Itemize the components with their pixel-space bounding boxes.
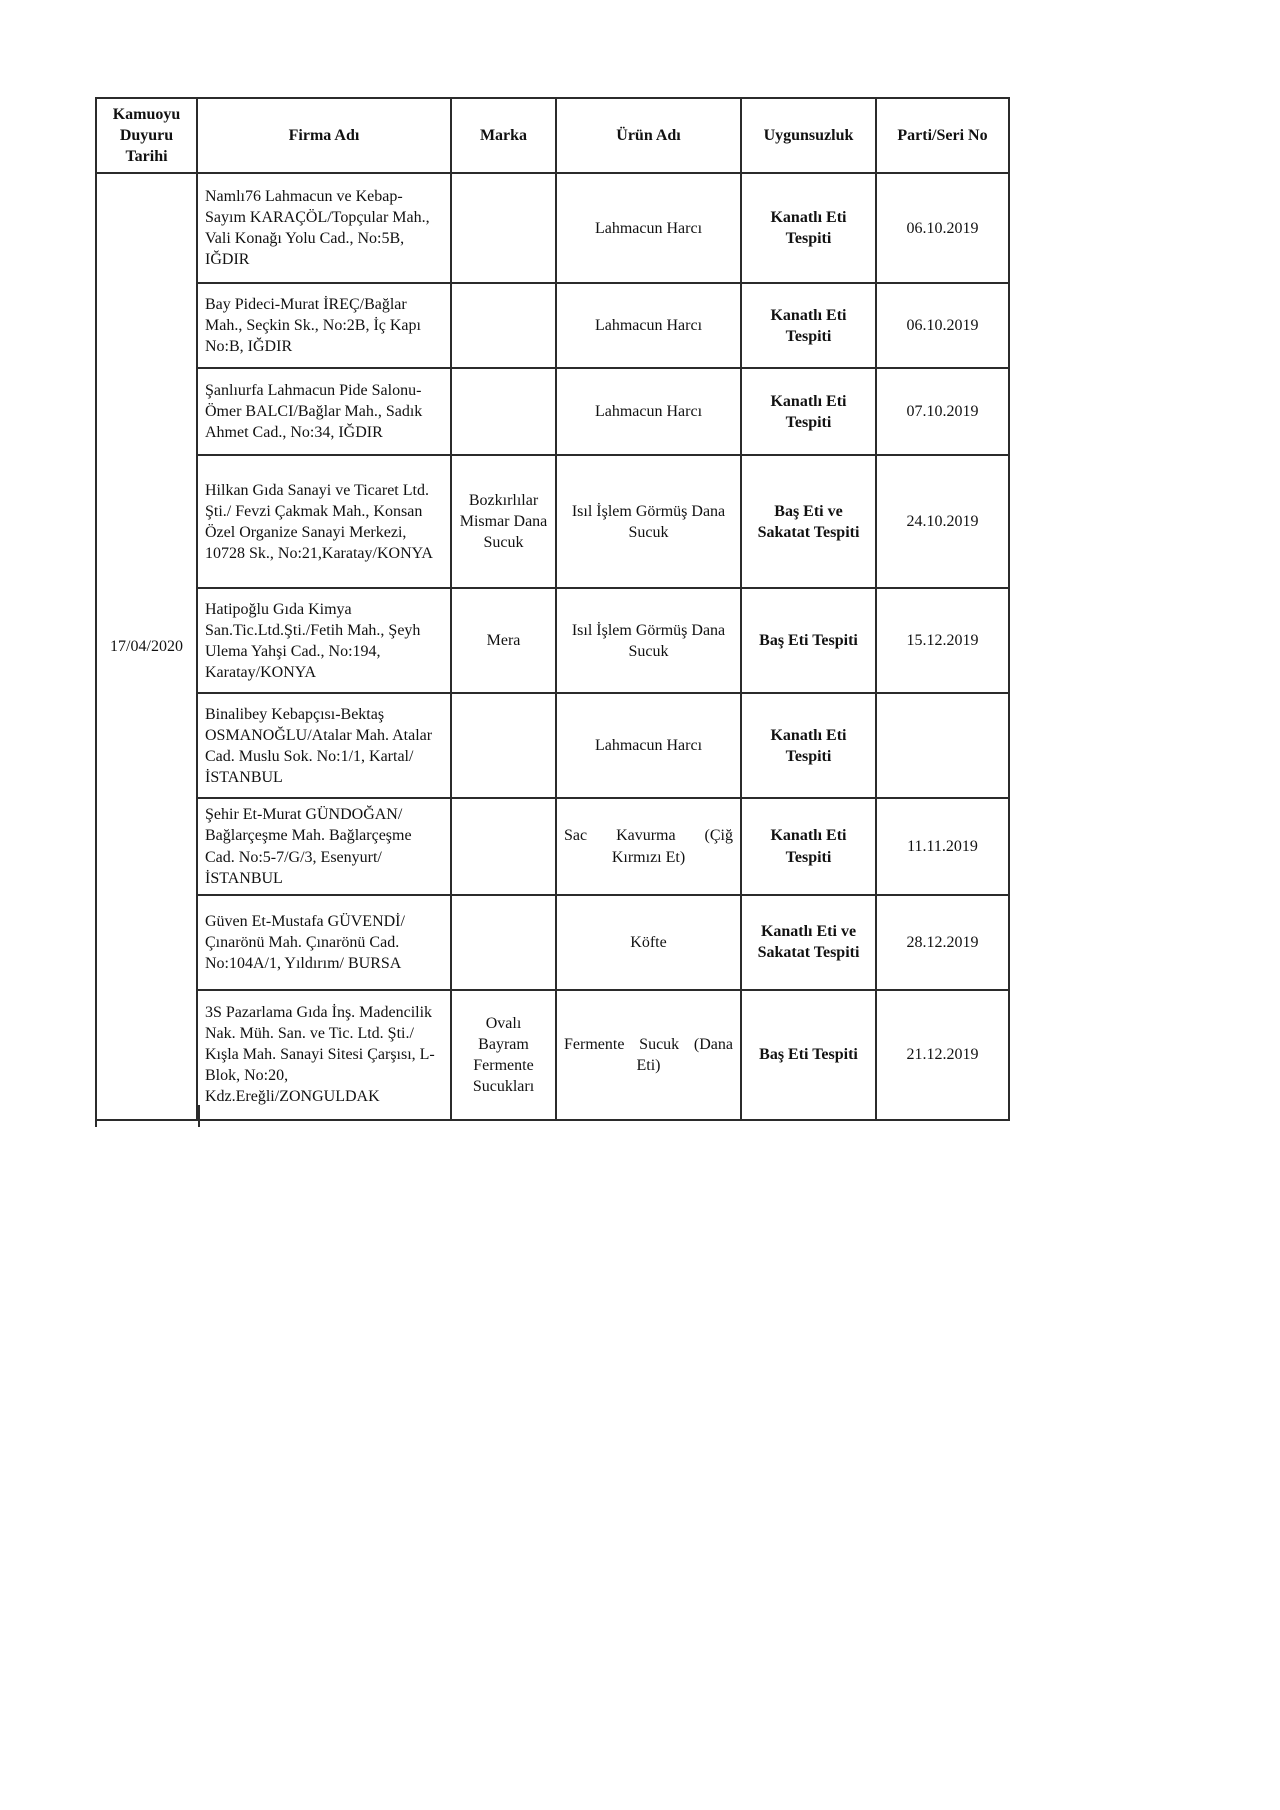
firma-adi-cell: Şehir Et-Murat GÜNDOĞAN/ Bağlarçeşme Mah. Bağlarçeşme Cad. No:5-7/G/3, Esenyurt/İSTANBUL xyxy=(197,798,451,894)
urun-adi-cell: Lahmacun Harcı xyxy=(556,368,741,455)
parti-seri-no-cell: 06.10.2019 xyxy=(876,173,1009,283)
table-row xyxy=(96,798,1009,894)
firma-adi-cell: Hatipoğlu Gıda Kimya San.Tic.Ltd.Şti./Fetih Mah., Şeyh Ulema Yahşi Cad., No:194, Karatay/KONYA xyxy=(197,588,451,693)
marka-cell xyxy=(451,173,556,283)
uygunsuzluk-cell: Baş Eti Tespiti xyxy=(741,588,876,693)
parti-seri-no-cell: 07.10.2019 xyxy=(876,368,1009,455)
table-row xyxy=(96,588,1009,693)
table-row xyxy=(96,173,1009,283)
table-row xyxy=(96,693,1009,798)
urun-adi-cell: Köfte xyxy=(556,895,741,990)
table-row xyxy=(96,283,1009,368)
parti-seri-no-cell: 21.12.2019 xyxy=(876,990,1009,1120)
column-header-1: Kamuoyu Duyuru Tarihi xyxy=(96,98,197,173)
uygunsuzluk-cell: Kanatlı Eti Tespiti xyxy=(741,173,876,283)
marka-cell xyxy=(451,895,556,990)
uygunsuzluk-cell: Baş Eti Tespiti xyxy=(741,990,876,1120)
table-row xyxy=(96,990,1009,1120)
firma-adi-cell: Hilkan Gıda Sanayi ve Ticaret Ltd. Şti./ Fevzi Çakmak Mah., Konsan Özel Organize Sanayi Merkezi, 10728 Sk., No:21,Karatay/KONYA xyxy=(197,455,451,588)
marka-cell xyxy=(451,693,556,798)
firma-adi-cell: Binalibey Kebapçısı-Bektaş OSMANOĞLU/Atalar Mah. Atalar Cad. Muslu Sok. No:1/1, Kartal/İSTANBUL xyxy=(197,693,451,798)
table-left-column-tail xyxy=(95,1105,200,1127)
marka-cell xyxy=(451,283,556,368)
firma-adi-cell: Namlı76 Lahmacun ve Kebap-Sayım KARAÇÖL/Topçular Mah., Vali Konağı Yolu Cad., No:5B, IĞDIR xyxy=(197,173,451,283)
parti-seri-no-cell: 15.12.2019 xyxy=(876,588,1009,693)
marka-cell: Bozkırlılar Mismar Dana Sucuk xyxy=(451,455,556,588)
column-header-3: Marka xyxy=(451,98,556,173)
food-recall-table xyxy=(95,97,1010,1121)
parti-seri-no-cell: 11.11.2019 xyxy=(876,798,1009,894)
table-row xyxy=(96,455,1009,588)
parti-seri-no-cell: 24.10.2019 xyxy=(876,455,1009,588)
column-header-2: Firma Adı xyxy=(197,98,451,173)
marka-cell xyxy=(451,368,556,455)
table-row xyxy=(96,368,1009,455)
parti-seri-no-cell xyxy=(876,693,1009,798)
uygunsuzluk-cell: Kanatlı Eti ve Sakatat Tespiti xyxy=(741,895,876,990)
parti-seri-no-cell: 28.12.2019 xyxy=(876,895,1009,990)
uygunsuzluk-cell: Kanatlı Eti Tespiti xyxy=(741,693,876,798)
urun-adi-cell: Isıl İşlem Görmüş Dana Sucuk xyxy=(556,588,741,693)
uygunsuzluk-cell: Baş Eti ve Sakatat Tespiti xyxy=(741,455,876,588)
uygunsuzluk-cell: Kanatlı Eti Tespiti xyxy=(741,368,876,455)
marka-cell: Ovalı Bayram Fermente Sucukları xyxy=(451,990,556,1120)
firma-adi-cell: Bay Pideci-Murat İREÇ/Bağlar Mah., Seçkin Sk., No:2B, İç Kapı No:B, IĞDIR xyxy=(197,283,451,368)
urun-adi-cell: Lahmacun Harcı xyxy=(556,283,741,368)
firma-adi-cell: Güven Et-Mustafa GÜVENDİ/Çınarönü Mah. Çınarönü Cad. No:104A/1, Yıldırım/ BURSA xyxy=(197,895,451,990)
table-row xyxy=(96,895,1009,990)
column-header-4: Ürün Adı xyxy=(556,98,741,173)
table-header-row xyxy=(96,98,1009,173)
urun-adi-cell: Sac Kavurma (Çiğ Kırmızı Et) xyxy=(556,798,741,894)
announcement-date-cell: 17/04/2020 xyxy=(96,173,197,1119)
urun-adi-cell: Fermente Sucuk (Dana Eti) xyxy=(556,990,741,1120)
urun-adi-cell: Lahmacun Harcı xyxy=(556,693,741,798)
parti-seri-no-cell: 06.10.2019 xyxy=(876,283,1009,368)
firma-adi-cell: 3S Pazarlama Gıda İnş. Madencilik Nak. Müh. San. ve Tic. Ltd. Şti./ Kışla Mah. Sanayi Sitesi Çarşısı, L-Blok, No:20, Kdz.Ereğli/ZONGULDAK xyxy=(197,990,451,1120)
marka-cell: Mera xyxy=(451,588,556,693)
urun-adi-cell: Lahmacun Harcı xyxy=(556,173,741,283)
marka-cell xyxy=(451,798,556,894)
uygunsuzluk-cell: Kanatlı Eti Tespiti xyxy=(741,798,876,894)
firma-adi-cell: Şanlıurfa Lahmacun Pide Salonu-Ömer BALCI/Bağlar Mah., Sadık Ahmet Cad., No:34, IĞDIR xyxy=(197,368,451,455)
urun-adi-cell: Isıl İşlem Görmüş Dana Sucuk xyxy=(556,455,741,588)
column-header-5: Uygunsuzluk xyxy=(741,98,876,173)
uygunsuzluk-cell: Kanatlı Eti Tespiti xyxy=(741,283,876,368)
column-header-6: Parti/Seri No xyxy=(876,98,1009,173)
